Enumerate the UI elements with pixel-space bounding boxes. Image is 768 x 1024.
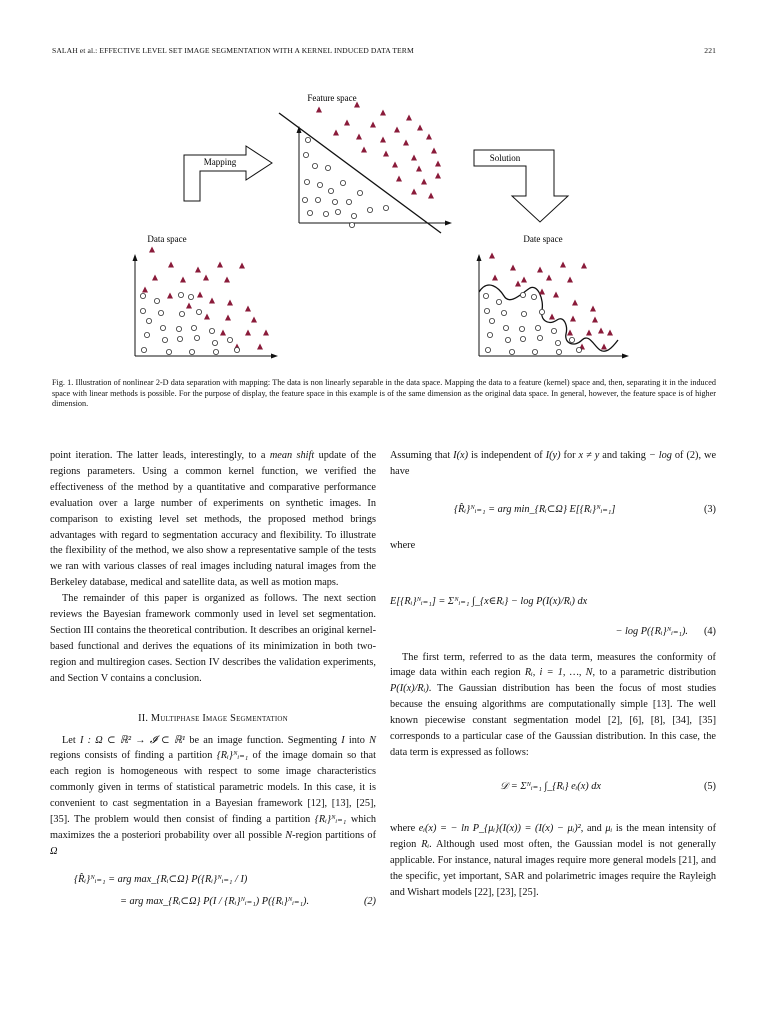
triangle-marker <box>598 328 604 334</box>
feature-space-label: Feature space <box>307 93 357 103</box>
triangle-marker <box>383 151 389 157</box>
circle-marker <box>537 335 542 340</box>
triangle-marker <box>168 262 174 268</box>
data-axis-arrow-right <box>271 354 278 359</box>
circle-marker <box>346 199 351 204</box>
triangle-marker <box>220 330 226 336</box>
circle-marker <box>509 349 514 354</box>
circle-marker <box>213 349 218 354</box>
circle-marker <box>166 349 171 354</box>
circle-marker <box>141 347 146 352</box>
solution-arrow <box>474 150 568 222</box>
circle-marker <box>177 336 182 341</box>
circle-marker <box>154 298 159 303</box>
circle-marker <box>531 294 536 299</box>
feature-space-points <box>302 102 441 228</box>
circle-marker <box>188 294 193 299</box>
circle-marker <box>351 213 356 218</box>
triangle-marker <box>403 140 409 146</box>
circle-marker <box>179 311 184 316</box>
circle-marker <box>323 211 328 216</box>
triangle-marker <box>203 275 209 281</box>
circle-marker <box>312 163 317 168</box>
triangle-marker <box>426 134 432 140</box>
circle-marker <box>489 318 494 323</box>
circle-marker <box>144 332 149 337</box>
equation-number: (2) <box>363 895 376 907</box>
linear-separator <box>279 113 441 233</box>
triangle-marker <box>225 315 231 321</box>
circle-marker <box>521 311 526 316</box>
circle-marker <box>520 336 525 341</box>
circle-marker <box>520 292 525 297</box>
right-column <box>390 448 716 900</box>
triangle-marker <box>149 247 155 253</box>
circle-marker <box>496 299 501 304</box>
circle-marker <box>303 152 308 157</box>
circle-marker <box>485 347 490 352</box>
circle-marker <box>505 337 510 342</box>
circle-marker <box>503 325 508 330</box>
triangle-marker <box>539 289 545 295</box>
date-axis-arrow-right <box>622 354 629 359</box>
triangle-marker <box>549 314 555 320</box>
solution-label: Solution <box>489 153 521 163</box>
triangle-marker <box>435 173 441 179</box>
circle-marker <box>556 349 561 354</box>
circle-marker <box>535 325 540 330</box>
circle-marker <box>176 326 181 331</box>
date-space-label: Date space <box>523 234 563 244</box>
date-space-points <box>483 253 613 355</box>
triangle-marker <box>394 127 400 133</box>
paragraph: where <box>390 539 416 551</box>
circle-marker <box>317 182 322 187</box>
circle-marker <box>501 310 506 315</box>
triangle-marker <box>492 275 498 281</box>
circle-marker <box>234 347 239 352</box>
triangle-marker <box>590 306 596 312</box>
date-axis-arrow-up <box>477 254 482 261</box>
feature-axis-arrow-right <box>445 221 452 226</box>
triangle-marker <box>204 314 210 320</box>
circle-marker <box>551 328 556 333</box>
triangle-marker <box>560 262 566 268</box>
triangle-marker <box>411 155 417 161</box>
triangle-marker <box>592 317 598 323</box>
triangle-marker <box>601 344 607 350</box>
paragraph: Let I : Ω ⊂ ℝ² → 𝓘 ⊂ ℝ¹ be an image function. Segmenting I into N regions consists of finding a partition {Rᵢ}ᴺᵢ₌₁ of the image domain so that each region is homogeneous with respect to some image characteristics commonly given in terms of statistical parametric models. In this case, it is convenient to cast segmentation in a Bayesian framework [12], [13], [25], [35]. The problem would then consist of finding a partition {Rᵢ}ᴺᵢ₌₁ which maximizes the a posteriori probability over all possible N-region partitions of Ω <box>50 734 376 857</box>
circle-marker <box>158 310 163 315</box>
circle-marker <box>160 325 165 330</box>
data-space-axes <box>135 258 274 356</box>
circle-marker <box>304 179 309 184</box>
circle-marker <box>325 165 330 170</box>
circle-marker <box>487 332 492 337</box>
mapping-arrow <box>184 146 272 201</box>
equation-number: (5) <box>703 780 716 792</box>
triangle-marker <box>380 110 386 116</box>
triangle-marker <box>406 115 412 121</box>
triangle-marker <box>217 262 223 268</box>
data-space-label: Data space <box>147 234 187 244</box>
paragraph: Assuming that I(x) is independent of I(y) for x ≠ y and taking − log of (2), we have <box>390 450 717 477</box>
triangle-marker <box>333 130 339 136</box>
triangle-marker <box>316 107 322 113</box>
running-title: SALAH et al.: EFFECTIVE LEVEL SET IMAGE SEGMENTATION WITH A KERNEL INDUCED DATA TERM <box>52 46 414 55</box>
triangle-marker <box>435 161 441 167</box>
triangle-marker <box>428 193 434 199</box>
circle-marker <box>349 222 354 227</box>
equation-4: E[{Rᵢ}ᴺᵢ₌₁] = Σᴺᵢ₌₁ ∫_{x∈Rᵢ} − log P(I(x)/Rᵢ) dx − log P({Rᵢ}ᴺᵢ₌₁). (4) <box>390 594 716 640</box>
triangle-marker <box>570 316 576 322</box>
equation-3: {R̂ᵢ}ᴺᵢ₌₁ = arg min_{Rᵢ⊂Ω} E[{Rᵢ}ᴺᵢ₌₁] (3) <box>390 502 716 530</box>
circle-marker <box>146 318 151 323</box>
triangle-marker <box>263 330 269 336</box>
triangle-marker <box>567 330 573 336</box>
triangle-marker <box>581 263 587 269</box>
triangle-marker <box>537 267 543 273</box>
section-title: II. Multiphase Image Segmentation <box>138 712 288 724</box>
circle-marker <box>305 137 310 142</box>
triangle-marker <box>167 293 173 299</box>
triangle-marker <box>224 277 230 283</box>
circle-marker <box>162 337 167 342</box>
nonlinear-separator <box>479 285 618 351</box>
circle-marker <box>357 190 362 195</box>
triangle-marker <box>251 317 257 323</box>
equation-2: {R̂ᵢ}ᴺᵢ₌₁ = arg max_{Rᵢ⊂Ω} P({Rᵢ}ᴺᵢ₌₁ / I) = arg max_{Rᵢ⊂Ω} P(I / {Rᵢ}ᴺᵢ₌₁) P({Rᵢ}ᴺᵢ₌₁). (2) <box>50 872 376 910</box>
triangle-marker <box>180 277 186 283</box>
triangle-marker <box>186 303 192 309</box>
triangle-marker <box>152 275 158 281</box>
circle-marker <box>196 309 201 314</box>
paragraph: The first term, referred to as the data term, measures the conformity of image data within each region Rᵢ, i = 1, …, N, to a parametric distribution P(I(x)/Rᵢ). The Gaussian distribution has been the focus of most studies because the ensuing algorithms are computationally simple [13]. The well known piecewise constant segmentation model [2], [6], [8], [34], [35] corresponds to a particular case of the Gaussian distribution. In this case, the data term is expressed as follows: <box>390 651 717 758</box>
triangle-marker <box>142 287 148 293</box>
triangle-marker <box>209 298 215 304</box>
triangle-marker <box>411 189 417 195</box>
triangle-marker <box>257 344 263 350</box>
triangle-marker <box>416 166 422 172</box>
circle-marker <box>212 340 217 345</box>
triangle-marker <box>510 265 516 271</box>
circle-marker <box>194 335 199 340</box>
figure-1 <box>52 88 716 374</box>
triangle-marker <box>572 300 578 306</box>
mapping-label: Mapping <box>203 157 237 167</box>
circle-marker <box>576 347 581 352</box>
circle-marker <box>140 293 145 298</box>
page-number: 221 <box>704 46 716 55</box>
circle-marker <box>539 309 544 314</box>
triangle-marker <box>521 277 527 283</box>
circle-marker <box>302 197 307 202</box>
triangle-marker <box>553 292 559 298</box>
triangle-marker <box>197 292 203 298</box>
triangle-marker <box>239 263 245 269</box>
triangle-marker <box>370 122 376 128</box>
data-axis-arrow-up <box>133 254 138 261</box>
circle-marker <box>332 199 337 204</box>
circle-marker <box>227 337 232 342</box>
date-space-axes <box>479 258 625 356</box>
triangle-marker <box>489 253 495 259</box>
triangle-marker <box>344 120 350 126</box>
triangle-marker <box>245 330 251 336</box>
triangle-marker <box>361 147 367 153</box>
circle-marker <box>483 293 488 298</box>
circle-marker <box>484 308 489 313</box>
triangle-marker <box>607 330 613 336</box>
circle-marker <box>307 210 312 215</box>
circle-marker <box>340 180 345 185</box>
circle-marker <box>328 188 333 193</box>
equation-number: (3) <box>703 503 716 515</box>
equation-5: 𝒟 = Σᴺᵢ₌₁ ∫_{Rᵢ} eᵢ(x) dx (5) <box>390 779 716 813</box>
circle-marker <box>367 207 372 212</box>
triangle-marker <box>396 176 402 182</box>
circle-marker <box>383 205 388 210</box>
triangle-marker <box>195 267 201 273</box>
paragraph: point iteration. The latter leads, interestingly, to a mean shift update of the regions parameters. Using a common kernel function, we verified the effectiveness of the method by a quantitative and comparative performance evaluation over a large number of experiments on synthetic images. In comparison to existing level set methods, the proposed method brings advantages with regard to segmentation accuracy and flexibility. To illustrate the flexibility of the method, we also show a representative sample of the tests we ran with various classes of real images including natural images from the Berkeley database, medical and satellite data, as well as motion maps. <box>50 450 377 589</box>
equation-number: (4) <box>703 625 716 637</box>
triangle-marker <box>227 300 233 306</box>
triangle-marker <box>392 162 398 168</box>
circle-marker <box>519 326 524 331</box>
circle-marker <box>569 337 574 342</box>
triangle-marker <box>515 281 521 287</box>
triangle-marker <box>586 330 592 336</box>
triangle-marker <box>567 277 573 283</box>
data-space-points <box>140 247 269 355</box>
circle-marker <box>315 197 320 202</box>
left-column <box>50 448 376 910</box>
triangle-marker <box>546 275 552 281</box>
triangle-marker <box>356 134 362 140</box>
paragraph: where eᵢ(x) = − ln P_{μᵢ}(I(x)) = (I(x) − μᵢ)², and μᵢ is the mean intensity of region Rᵢ. Although used most often, the Gaussian model is not generally applicable. For instance, natural images require more general models [21], and the specific, yet important, SAR and polarimetric images require the Rayleigh and Wishart models [22], [23], [25]. <box>390 822 716 898</box>
circle-marker <box>191 325 196 330</box>
paragraph: The remainder of this paper is organized as follows. The next section reviews the Bayesian framework commonly used in level set segmentation. Section III contains the theoretical contribution. It describes an original kernel-based functional and derives the equations of its minimization in both two-region and multiregion cases. Section IV describes the validation experiments, and Section V contains a conclusion. <box>50 593 376 684</box>
triangle-marker <box>417 125 423 131</box>
running-header <box>52 46 716 58</box>
circle-marker <box>189 349 194 354</box>
triangle-marker <box>421 179 427 185</box>
triangle-marker <box>245 306 251 312</box>
figure-caption: Fig. 1. Illustration of nonlinear 2-D data separation with mapping: The data is non linearly separable in the data space. Mapping the data to a feature (kernel) space and, then, separating it in the induced space with linear methods is possible. For the purpose of display, the feature space in this example is of the same dimension as the original data space. In general, however, the feature space is of higher dimension. <box>52 378 716 409</box>
triangle-marker <box>380 137 386 143</box>
circle-marker <box>178 292 183 297</box>
circle-marker <box>555 340 560 345</box>
circle-marker <box>335 209 340 214</box>
circle-marker <box>140 308 145 313</box>
circle-marker <box>209 328 214 333</box>
triangle-marker <box>431 148 437 154</box>
circle-marker <box>532 349 537 354</box>
